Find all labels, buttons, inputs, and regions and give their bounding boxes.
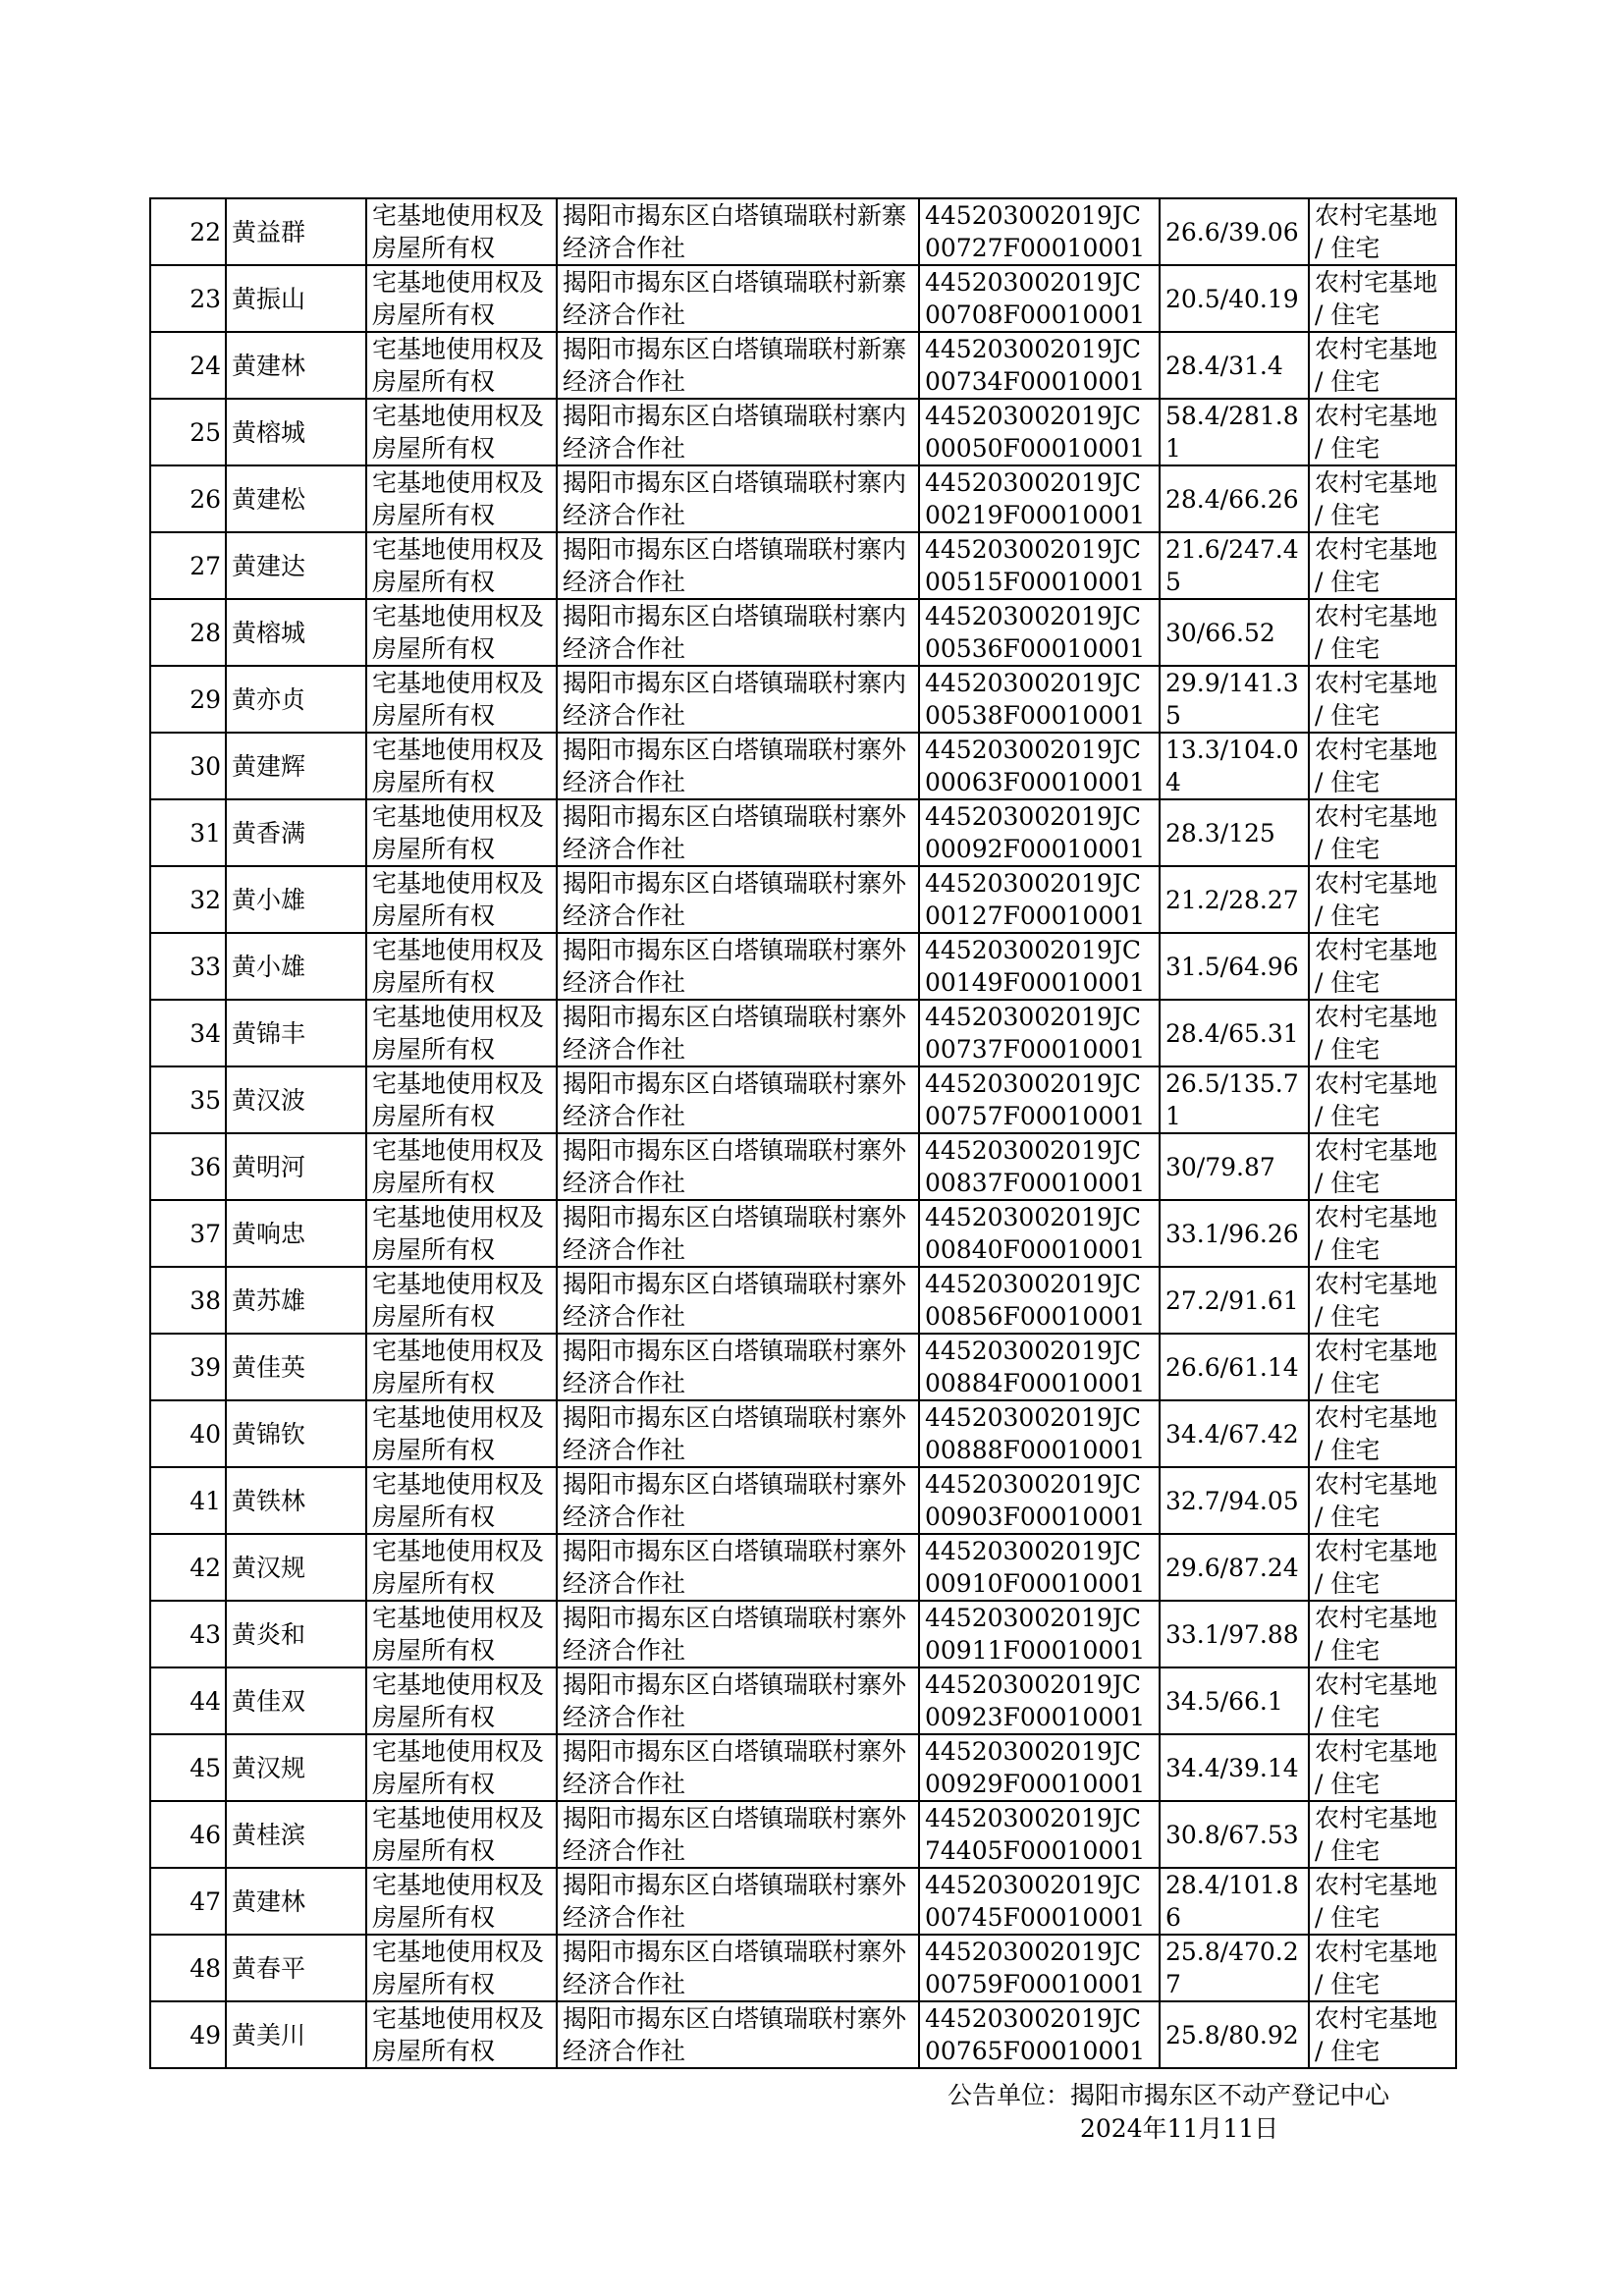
area-value-cell: 28.4/31.4: [1160, 332, 1309, 399]
table-row: [150, 666, 1456, 733]
right-type-cell: 宅基地使用权及房屋所有权: [366, 799, 557, 866]
land-usage-cell: 农村宅基地 / 住宅: [1309, 1467, 1456, 1534]
holder-name-cell: 黄香满: [226, 799, 366, 866]
land-usage-cell: 农村宅基地 / 住宅: [1309, 265, 1456, 332]
obligee-name-cell: 揭阳市揭东区白塔镇瑞联村寨外经济合作社: [557, 1066, 919, 1133]
registry-table-body: [150, 198, 1456, 2068]
unit-number-cell: 445203002019JC00840F00010001: [919, 1200, 1160, 1267]
table-row: [150, 1667, 1456, 1734]
row-number-cell: 23: [150, 265, 226, 332]
row-number-cell: 36: [150, 1133, 226, 1200]
right-type-cell: 宅基地使用权及房屋所有权: [366, 532, 557, 599]
obligee-name-cell: 揭阳市揭东区白塔镇瑞联村寨外经济合作社: [557, 1000, 919, 1066]
land-usage-cell: 农村宅基地 / 住宅: [1309, 1200, 1456, 1267]
row-number-cell: 30: [150, 733, 226, 799]
unit-number-cell: 445203002019JC00911F00010001: [919, 1601, 1160, 1667]
right-type-cell: 宅基地使用权及房屋所有权: [366, 465, 557, 532]
right-type-cell: 宅基地使用权及房屋所有权: [366, 1000, 557, 1066]
right-type-cell: 宅基地使用权及房屋所有权: [366, 332, 557, 399]
row-number-cell: 42: [150, 1534, 226, 1601]
unit-number-cell: 445203002019JC00765F00010001: [919, 2001, 1160, 2068]
area-value-cell: 34.4/39.14: [1160, 1734, 1309, 1801]
obligee-name-cell: 揭阳市揭东区白塔镇瑞联村寨内经济合作社: [557, 465, 919, 532]
table-row: [150, 1400, 1456, 1467]
area-value-cell: 29.9/141.35: [1160, 666, 1309, 733]
land-usage-cell: 农村宅基地 / 住宅: [1309, 733, 1456, 799]
area-value-cell: 21.2/28.27: [1160, 866, 1309, 933]
land-usage-cell: 农村宅基地 / 住宅: [1309, 1066, 1456, 1133]
holder-name-cell: 黄益群: [226, 198, 366, 265]
table-row: [150, 866, 1456, 933]
area-value-cell: 25.8/470.27: [1160, 1935, 1309, 2001]
holder-name-cell: 黄春平: [226, 1935, 366, 2001]
holder-name-cell: 黄汉波: [226, 1066, 366, 1133]
land-usage-cell: 农村宅基地 / 住宅: [1309, 1400, 1456, 1467]
table-row: [150, 2001, 1456, 2068]
obligee-name-cell: 揭阳市揭东区白塔镇瑞联村寨外经济合作社: [557, 1667, 919, 1734]
unit-number-cell: 445203002019JC00149F00010001: [919, 933, 1160, 1000]
holder-name-cell: 黄建林: [226, 1868, 366, 1935]
registry-table: [149, 197, 1457, 2069]
area-value-cell: 34.4/67.42: [1160, 1400, 1309, 1467]
land-usage-cell: 农村宅基地 / 住宅: [1309, 1935, 1456, 2001]
holder-name-cell: 黄苏雄: [226, 1267, 366, 1334]
table-row: [150, 465, 1456, 532]
land-usage-cell: 农村宅基地 / 住宅: [1309, 1667, 1456, 1734]
obligee-name-cell: 揭阳市揭东区白塔镇瑞联村寨内经济合作社: [557, 399, 919, 465]
unit-number-cell: 445203002019JC00903F00010001: [919, 1467, 1160, 1534]
unit-number-cell: 445203002019JC00708F00010001: [919, 265, 1160, 332]
land-usage-cell: 农村宅基地 / 住宅: [1309, 1534, 1456, 1601]
holder-name-cell: 黄美川: [226, 2001, 366, 2068]
holder-name-cell: 黄榕城: [226, 399, 366, 465]
land-usage-cell: 农村宅基地 / 住宅: [1309, 1601, 1456, 1667]
table-row: [150, 1267, 1456, 1334]
right-type-cell: 宅基地使用权及房屋所有权: [366, 1868, 557, 1935]
unit-number-cell: 445203002019JC00910F00010001: [919, 1534, 1160, 1601]
obligee-name-cell: 揭阳市揭东区白塔镇瑞联村寨内经济合作社: [557, 532, 919, 599]
table-row: [150, 1534, 1456, 1601]
row-number-cell: 35: [150, 1066, 226, 1133]
holder-name-cell: 黄榕城: [226, 599, 366, 666]
obligee-name-cell: 揭阳市揭东区白塔镇瑞联村寨外经济合作社: [557, 1801, 919, 1868]
holder-name-cell: 黄锦丰: [226, 1000, 366, 1066]
table-row: [150, 1935, 1456, 2001]
row-number-cell: 22: [150, 198, 226, 265]
area-value-cell: 31.5/64.96: [1160, 933, 1309, 1000]
area-value-cell: 33.1/96.26: [1160, 1200, 1309, 1267]
right-type-cell: 宅基地使用权及房屋所有权: [366, 1334, 557, 1400]
right-type-cell: 宅基地使用权及房屋所有权: [366, 1534, 557, 1601]
obligee-name-cell: 揭阳市揭东区白塔镇瑞联村寨外经济合作社: [557, 1868, 919, 1935]
row-number-cell: 40: [150, 1400, 226, 1467]
unit-number-cell: 445203002019JC00884F00010001: [919, 1334, 1160, 1400]
table-row: [150, 1066, 1456, 1133]
right-type-cell: 宅基地使用权及房屋所有权: [366, 1601, 557, 1667]
unit-number-cell: 445203002019JC00092F00010001: [919, 799, 1160, 866]
row-number-cell: 26: [150, 465, 226, 532]
table-row: [150, 332, 1456, 399]
unit-number-cell: 445203002019JC00737F00010001: [919, 1000, 1160, 1066]
unit-number-cell: 445203002019JC00923F00010001: [919, 1667, 1160, 1734]
holder-name-cell: 黄建林: [226, 332, 366, 399]
area-value-cell: 33.1/97.88: [1160, 1601, 1309, 1667]
land-usage-cell: 农村宅基地 / 住宅: [1309, 1734, 1456, 1801]
row-number-cell: 46: [150, 1801, 226, 1868]
obligee-name-cell: 揭阳市揭东区白塔镇瑞联村新寨经济合作社: [557, 332, 919, 399]
row-number-cell: 34: [150, 1000, 226, 1066]
area-value-cell: 26.5/135.71: [1160, 1066, 1309, 1133]
row-number-cell: 31: [150, 799, 226, 866]
holder-name-cell: 黄汉规: [226, 1734, 366, 1801]
unit-number-cell: 445203002019JC00050F00010001: [919, 399, 1160, 465]
table-row: [150, 532, 1456, 599]
obligee-name-cell: 揭阳市揭东区白塔镇瑞联村寨外经济合作社: [557, 733, 919, 799]
table-row: [150, 1601, 1456, 1667]
announcing-unit: 公告单位：揭阳市揭东区不动产登记中心: [947, 2081, 1390, 2109]
obligee-name-cell: 揭阳市揭东区白塔镇瑞联村寨外经济合作社: [557, 2001, 919, 2068]
land-usage-cell: 农村宅基地 / 住宅: [1309, 198, 1456, 265]
area-value-cell: 28.4/101.86: [1160, 1868, 1309, 1935]
land-usage-cell: 农村宅基地 / 住宅: [1309, 2001, 1456, 2068]
holder-name-cell: 黄建达: [226, 532, 366, 599]
land-usage-cell: 农村宅基地 / 住宅: [1309, 399, 1456, 465]
right-type-cell: 宅基地使用权及房屋所有权: [366, 666, 557, 733]
land-usage-cell: 农村宅基地 / 住宅: [1309, 1868, 1456, 1935]
area-value-cell: 26.6/61.14: [1160, 1334, 1309, 1400]
area-value-cell: 34.5/66.1: [1160, 1667, 1309, 1734]
row-number-cell: 28: [150, 599, 226, 666]
unit-number-cell: 445203002019JC00538F00010001: [919, 666, 1160, 733]
unit-number-cell: 445203002019JC00127F00010001: [919, 866, 1160, 933]
row-number-cell: 49: [150, 2001, 226, 2068]
right-type-cell: 宅基地使用权及房屋所有权: [366, 1935, 557, 2001]
table-row: [150, 1801, 1456, 1868]
land-usage-cell: 农村宅基地 / 住宅: [1309, 1133, 1456, 1200]
right-type-cell: 宅基地使用权及房屋所有权: [366, 599, 557, 666]
row-number-cell: 45: [150, 1734, 226, 1801]
table-row: [150, 799, 1456, 866]
holder-name-cell: 黄佳双: [226, 1667, 366, 1734]
holder-name-cell: 黄佳英: [226, 1334, 366, 1400]
unit-number-cell: 445203002019JC00734F00010001: [919, 332, 1160, 399]
row-number-cell: 39: [150, 1334, 226, 1400]
obligee-name-cell: 揭阳市揭东区白塔镇瑞联村寨外经济合作社: [557, 866, 919, 933]
obligee-name-cell: 揭阳市揭东区白塔镇瑞联村寨外经济合作社: [557, 1400, 919, 1467]
area-value-cell: 58.4/281.81: [1160, 399, 1309, 465]
area-value-cell: 28.4/66.26: [1160, 465, 1309, 532]
right-type-cell: 宅基地使用权及房屋所有权: [366, 399, 557, 465]
right-type-cell: 宅基地使用权及房屋所有权: [366, 733, 557, 799]
area-value-cell: 32.7/94.05: [1160, 1467, 1309, 1534]
area-value-cell: 30/66.52: [1160, 599, 1309, 666]
land-usage-cell: 农村宅基地 / 住宅: [1309, 933, 1456, 1000]
obligee-name-cell: 揭阳市揭东区白塔镇瑞联村寨外经济合作社: [557, 1935, 919, 2001]
holder-name-cell: 黄锦钦: [226, 1400, 366, 1467]
row-number-cell: 25: [150, 399, 226, 465]
obligee-name-cell: 揭阳市揭东区白塔镇瑞联村寨内经济合作社: [557, 599, 919, 666]
unit-number-cell: 445203002019JC00219F00010001: [919, 465, 1160, 532]
unit-number-cell: 445203002019JC00856F00010001: [919, 1267, 1160, 1334]
obligee-name-cell: 揭阳市揭东区白塔镇瑞联村寨外经济合作社: [557, 1534, 919, 1601]
right-type-cell: 宅基地使用权及房屋所有权: [366, 1267, 557, 1334]
right-type-cell: 宅基地使用权及房屋所有权: [366, 1066, 557, 1133]
unit-number-cell: 445203002019JC00757F00010001: [919, 1066, 1160, 1133]
unit-number-cell: 445203002019JC00063F00010001: [919, 733, 1160, 799]
right-type-cell: 宅基地使用权及房屋所有权: [366, 2001, 557, 2068]
row-number-cell: 27: [150, 532, 226, 599]
area-value-cell: 26.6/39.06: [1160, 198, 1309, 265]
obligee-name-cell: 揭阳市揭东区白塔镇瑞联村寨外经济合作社: [557, 1334, 919, 1400]
unit-number-cell: 445203002019JC00837F00010001: [919, 1133, 1160, 1200]
holder-name-cell: 黄建松: [226, 465, 366, 532]
table-row: [150, 1000, 1456, 1066]
holder-name-cell: 黄小雄: [226, 866, 366, 933]
land-usage-cell: 农村宅基地 / 住宅: [1309, 799, 1456, 866]
row-number-cell: 24: [150, 332, 226, 399]
right-type-cell: 宅基地使用权及房屋所有权: [366, 198, 557, 265]
area-value-cell: 28.4/65.31: [1160, 1000, 1309, 1066]
land-usage-cell: 农村宅基地 / 住宅: [1309, 1801, 1456, 1868]
unit-number-cell: 445203002019JC00759F00010001: [919, 1935, 1160, 2001]
area-value-cell: 25.8/80.92: [1160, 2001, 1309, 2068]
right-type-cell: 宅基地使用权及房屋所有权: [366, 933, 557, 1000]
holder-name-cell: 黄炎和: [226, 1601, 366, 1667]
holder-name-cell: 黄建辉: [226, 733, 366, 799]
area-value-cell: 13.3/104.04: [1160, 733, 1309, 799]
unit-number-cell: 445203002019JC00929F00010001: [919, 1734, 1160, 1801]
unit-number-cell: 445203002019JC74405F00010001: [919, 1801, 1160, 1868]
right-type-cell: 宅基地使用权及房屋所有权: [366, 265, 557, 332]
table-row: [150, 599, 1456, 666]
row-number-cell: 44: [150, 1667, 226, 1734]
holder-name-cell: 黄桂滨: [226, 1801, 366, 1868]
land-usage-cell: 农村宅基地 / 住宅: [1309, 666, 1456, 733]
unit-number-cell: 445203002019JC00745F00010001: [919, 1868, 1160, 1935]
table-row: [150, 399, 1456, 465]
obligee-name-cell: 揭阳市揭东区白塔镇瑞联村寨外经济合作社: [557, 799, 919, 866]
unit-number-cell: 445203002019JC00515F00010001: [919, 532, 1160, 599]
land-usage-cell: 农村宅基地 / 住宅: [1309, 599, 1456, 666]
table-row: [150, 198, 1456, 265]
obligee-name-cell: 揭阳市揭东区白塔镇瑞联村寨内经济合作社: [557, 666, 919, 733]
obligee-name-cell: 揭阳市揭东区白塔镇瑞联村寨外经济合作社: [557, 1267, 919, 1334]
row-number-cell: 37: [150, 1200, 226, 1267]
table-row: [150, 1467, 1456, 1534]
right-type-cell: 宅基地使用权及房屋所有权: [366, 1467, 557, 1534]
table-row: [150, 1734, 1456, 1801]
table-row: [150, 1200, 1456, 1267]
area-value-cell: 29.6/87.24: [1160, 1534, 1309, 1601]
table-row: [150, 1868, 1456, 1935]
holder-name-cell: 黄振山: [226, 265, 366, 332]
right-type-cell: 宅基地使用权及房屋所有权: [366, 1133, 557, 1200]
row-number-cell: 43: [150, 1601, 226, 1667]
table-row: [150, 265, 1456, 332]
area-value-cell: 20.5/40.19: [1160, 265, 1309, 332]
obligee-name-cell: 揭阳市揭东区白塔镇瑞联村寨外经济合作社: [557, 1200, 919, 1267]
right-type-cell: 宅基地使用权及房屋所有权: [366, 1200, 557, 1267]
right-type-cell: 宅基地使用权及房屋所有权: [366, 866, 557, 933]
obligee-name-cell: 揭阳市揭东区白塔镇瑞联村寨外经济合作社: [557, 1601, 919, 1667]
row-number-cell: 33: [150, 933, 226, 1000]
unit-number-cell: 445203002019JC00727F00010001: [919, 198, 1160, 265]
table-row: [150, 933, 1456, 1000]
area-value-cell: 30/79.87: [1160, 1133, 1309, 1200]
right-type-cell: 宅基地使用权及房屋所有权: [366, 1667, 557, 1734]
holder-name-cell: 黄亦贞: [226, 666, 366, 733]
unit-number-cell: 445203002019JC00536F00010001: [919, 599, 1160, 666]
obligee-name-cell: 揭阳市揭东区白塔镇瑞联村寨外经济合作社: [557, 1734, 919, 1801]
land-usage-cell: 农村宅基地 / 住宅: [1309, 1267, 1456, 1334]
area-value-cell: 28.3/125: [1160, 799, 1309, 866]
land-usage-cell: 农村宅基地 / 住宅: [1309, 866, 1456, 933]
holder-name-cell: 黄汉规: [226, 1534, 366, 1601]
land-usage-cell: 农村宅基地 / 住宅: [1309, 1334, 1456, 1400]
right-type-cell: 宅基地使用权及房屋所有权: [366, 1734, 557, 1801]
row-number-cell: 41: [150, 1467, 226, 1534]
row-number-cell: 48: [150, 1935, 226, 2001]
row-number-cell: 29: [150, 666, 226, 733]
announcement-date: 2024年11月11日: [1080, 2114, 1279, 2143]
holder-name-cell: 黄铁林: [226, 1467, 366, 1534]
holder-name-cell: 黄响忠: [226, 1200, 366, 1267]
land-usage-cell: 农村宅基地 / 住宅: [1309, 1000, 1456, 1066]
right-type-cell: 宅基地使用权及房屋所有权: [366, 1400, 557, 1467]
unit-number-cell: 445203002019JC00888F00010001: [919, 1400, 1160, 1467]
row-number-cell: 38: [150, 1267, 226, 1334]
table-row: [150, 1133, 1456, 1200]
obligee-name-cell: 揭阳市揭东区白塔镇瑞联村寨外经济合作社: [557, 933, 919, 1000]
obligee-name-cell: 揭阳市揭东区白塔镇瑞联村新寨经济合作社: [557, 198, 919, 265]
row-number-cell: 47: [150, 1868, 226, 1935]
row-number-cell: 32: [150, 866, 226, 933]
obligee-name-cell: 揭阳市揭东区白塔镇瑞联村寨外经济合作社: [557, 1133, 919, 1200]
area-value-cell: 27.2/91.61: [1160, 1267, 1309, 1334]
right-type-cell: 宅基地使用权及房屋所有权: [366, 1801, 557, 1868]
area-value-cell: 21.6/247.45: [1160, 532, 1309, 599]
land-usage-cell: 农村宅基地 / 住宅: [1309, 532, 1456, 599]
obligee-name-cell: 揭阳市揭东区白塔镇瑞联村新寨经济合作社: [557, 265, 919, 332]
table-row: [150, 1334, 1456, 1400]
land-usage-cell: 农村宅基地 / 住宅: [1309, 332, 1456, 399]
obligee-name-cell: 揭阳市揭东区白塔镇瑞联村寨外经济合作社: [557, 1467, 919, 1534]
area-value-cell: 30.8/67.53: [1160, 1801, 1309, 1868]
table-row: [150, 733, 1456, 799]
land-usage-cell: 农村宅基地 / 住宅: [1309, 465, 1456, 532]
holder-name-cell: 黄小雄: [226, 933, 366, 1000]
holder-name-cell: 黄明河: [226, 1133, 366, 1200]
